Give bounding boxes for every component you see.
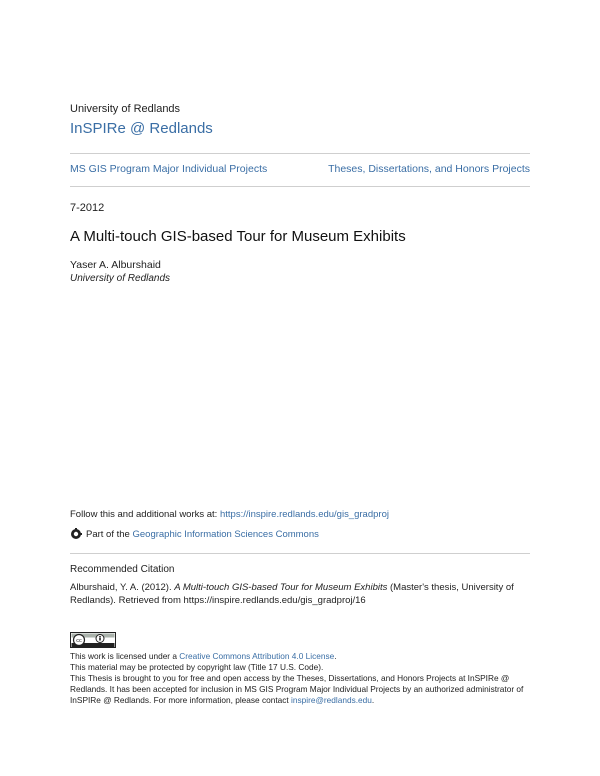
follow-link[interactable]: https://inspire.redlands.edu/gis_gradproj — [219, 509, 389, 520]
copyright-notice: This material may be protected by copyright law (Title 17 U.S. Code). — [70, 662, 324, 672]
license-suffix: . — [334, 651, 337, 661]
license-prefix: This work is licensed under a — [70, 651, 180, 661]
citation-title: A Multi-touch GIS-based Tour for Museum Exhibits — [174, 582, 388, 593]
creative-commons-badge-icon[interactable] — [70, 632, 116, 648]
license-link[interactable]: Creative Commons Attribution 4.0 License — [179, 651, 335, 661]
author-affiliation: University of Redlands — [70, 273, 171, 284]
author-name: Yaser A. Alburshaid — [70, 259, 161, 271]
citation-text — [70, 581, 530, 607]
contact-email-link[interactable]: inspire@redlands.edu — [291, 695, 372, 705]
network-logo-icon — [70, 528, 82, 540]
divider — [70, 553, 530, 554]
commons-link[interactable]: Geographic Information Sciences Commons — [132, 528, 319, 540]
license-notice — [70, 651, 530, 706]
collections-row — [70, 163, 530, 175]
repository-link[interactable]: InSPIRe @ Redlands — [70, 120, 213, 137]
divider — [70, 186, 530, 187]
svg-text:cc: cc — [76, 638, 82, 644]
publication-date: 7-2012 — [70, 202, 105, 214]
access-statement: This Thesis is brought to you for free and open access by the Theses, Dissertations, and Honors Projects at InSPIRe @ Redlands. It has been accepted for inclusion in MS GIS Program Major Individual Projects by an authorized administrator of InSPIRe @ Redlands. For more information, please contact — [70, 673, 524, 705]
institution-name: University of Redlands — [70, 103, 181, 115]
part-of-prefix: Part of the — [86, 528, 133, 540]
citation-heading: Recommended Citation — [70, 564, 175, 575]
collection-link-gis[interactable]: MS GIS Program Major Individual Projects — [70, 163, 268, 175]
collection-link-theses[interactable]: Theses, Dissertations, and Honors Projects — [328, 163, 530, 175]
follow-prefix: Follow this and additional works at: — [70, 509, 220, 520]
cover-page — [70, 0, 530, 776]
citation-rest: (Master's thesis, University of Redlands). Retrieved from https://inspire.redlands.edu/gis_gradproj/16 — [70, 582, 514, 606]
access-suffix: . — [371, 695, 375, 705]
part-of-line — [70, 528, 319, 540]
citation-author-year: Alburshaid, Y. A. (2012). — [70, 582, 175, 593]
follow-line — [70, 509, 389, 520]
divider — [70, 153, 530, 154]
document-title: A Multi-touch GIS-based Tour for Museum Exhibits — [70, 228, 406, 245]
